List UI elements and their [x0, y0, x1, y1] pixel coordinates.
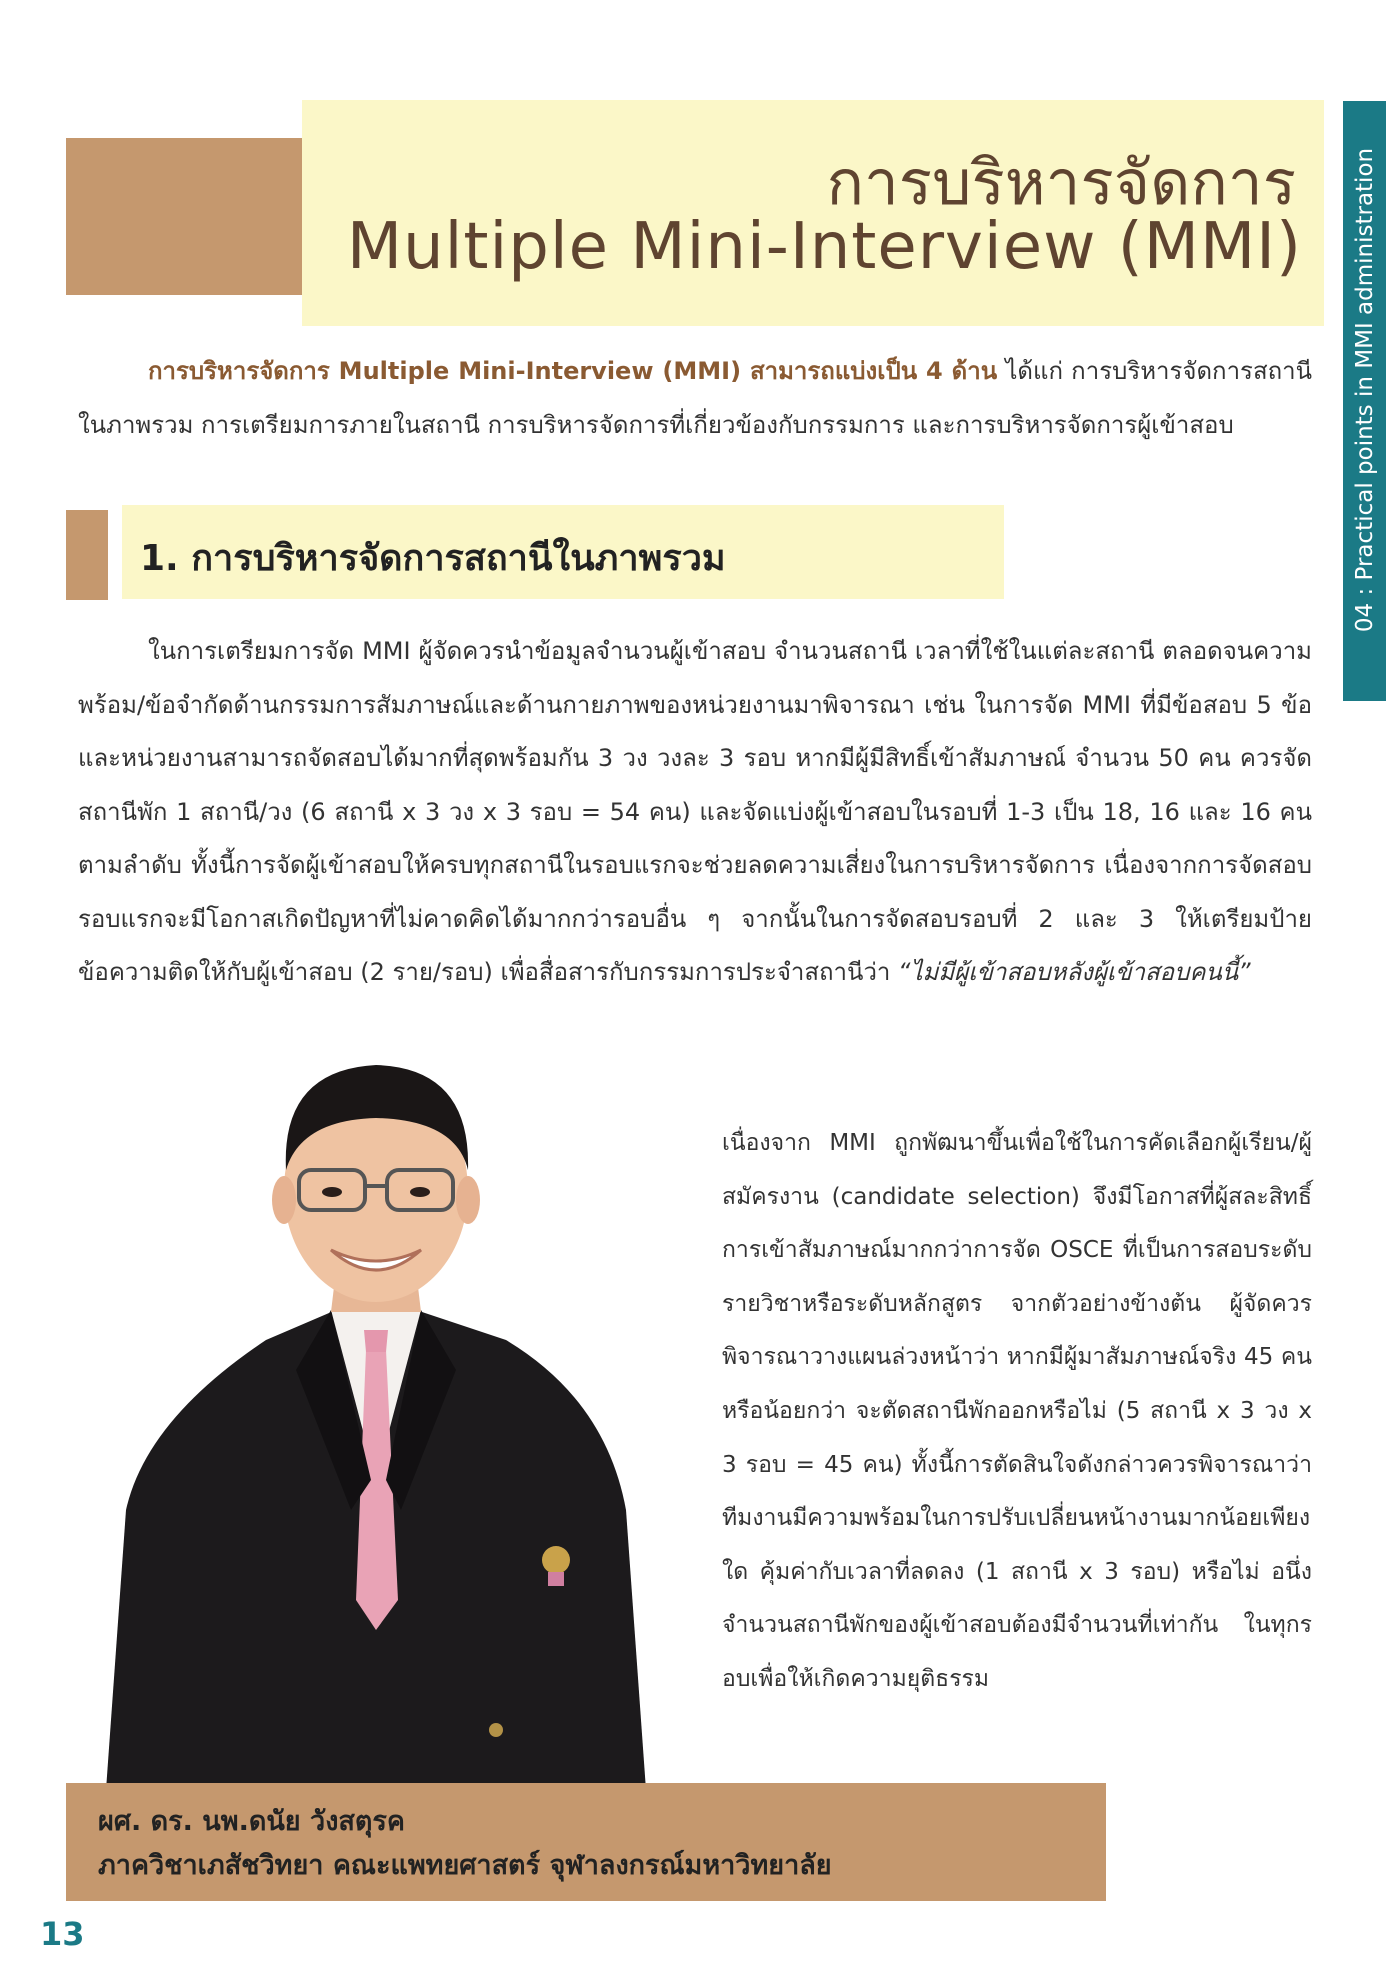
intro-paragraph [78, 344, 1312, 452]
intro-lead: การบริหารจัดการ Multiple Mini-Interview (MMI) สามารถแบ่งเป็น 4 ด้าน [148, 357, 998, 385]
author-photo [86, 1040, 682, 1790]
section-heading-box [122, 505, 1004, 599]
section-quote: “ไม่มีผู้เข้าสอบหลังผู้เข้าสอบคนนี้” [898, 958, 1251, 986]
side-tab-label: 04 : Practical points in MMI administration [1352, 147, 1378, 633]
intro-rest: ได้แก่ การบริหารจัดการสถานีในภาพรวม การเตรียมการภายในสถานี การบริหารจัดการที่เกี่ยวข้องกับกรรมการ และการบริหารจัดการผู้เข้าสอบ [78, 357, 1313, 439]
section-title: 1. การบริหารจัดการสถานีในภาพรวม [140, 538, 726, 579]
section-paragraph-text: ในการเตรียมการจัด MMI ผู้จัดควรนำข้อมูลจำนวนผู้เข้าสอบ จำนวนสถานี เวลาที่ใช้ในแต่ละสถานี ตลอดจนความพร้อม/ข้อจำกัดด้านกรรมการสัมภาษณ์และด้านกายภาพของหน่วยงานมาพิจารณา เช่น ในการจัด MMI ที่มีข้อสอบ 5 ข้อ และหน่วยงานสามารถจัดสอบได้มากที่สุดพร้อมกัน 3 วง วงละ 3 รอบ หากมีผู้มีสิทธิ์เข้าสัมภาษณ์ จำนวน 50 คน ควรจัดสถานีพัก 1 สถานี/วง (6 สถานี x 3 วง x 3 รอบ = 54 คน) และจัดแบ่งผู้เข้าสอบในรอบที่ 1-3 เป็น 18, 16 และ 16 คน ตามลำดับ ทั้งนี้การจัดผู้เข้าสอบให้ครบทุกสถานีในรอบแรกจะช่วยลดความเสี่ยงในการบริหารจัดการ เนื่องจากการจัดสอบรอบแรกจะมีโอกาสเกิดปัญหาที่ไม่คาดคิดได้มากกว่ารอบอื่น ๆ จากนั้นในการจัดสอบรอบที่ 2 และ 3 ให้เตรียมป้ายข้อความติดให้กับผู้เข้าสอบ (2 ราย/รอบ) เพื่อสื่อสารกับกรรมการประจำสถานีว่า [78, 637, 1312, 986]
title-accent-block [66, 138, 306, 295]
section-paragraph [78, 625, 1312, 1000]
page-number: 13 [40, 1915, 85, 1953]
page-title-english: Multiple Mini-Interview (MMI) [346, 210, 1302, 284]
author-name: ผศ. ดร. นพ.ดนัย วังสตุรค [98, 1806, 405, 1837]
title-banner [302, 100, 1324, 326]
side-paragraph: เนื่องจาก MMI ถูกพัฒนาขึ้นเพื่อใช้ในการคัดเลือกผู้เรียน/ผู้สมัครงาน (candidate selection) จึงมีโอกาสที่ผู้สละสิทธิ์การเข้าสัมภาษณ์มากกว่าการจัด OSCE ที่เป็นการสอบระดับรายวิชาหรือระดับหลักสูตร จากตัวอย่างข้างต้น ผู้จัดควรพิจารณาวางแผนล่วงหน้าว่า หากมีผู้มาสัมภาษณ์จริง 45 คนหรือน้อยกว่า จะตัดสถานีพักออกหรือไม่ (5 สถานี x 3 วง x 3 รอบ = 45 คน) ทั้งนี้การตัดสินใจดังกล่าวควรพิจารณาว่าทีมงานมีความพร้อมในการปรับเปลี่ยนหน้างานมากน้อยเพียงใด คุ้มค่ากับเวลาที่ลดลง (1 สถานี x 3 รอบ) หรือไม่ อนึ่ง จำนวนสถานีพักของผู้เข้าสอบต้องมีจำนวนที่เท่ากัน ในทุกรอบเพื่อให้เกิดความยุติธรรม [722, 1130, 1312, 1692]
author-affiliation: ภาควิชาเภสัชวิทยา คณะแพทยศาสตร์ จุฬาลงกรณ์มหาวิทยาลัย [98, 1850, 832, 1881]
section-marker [66, 510, 108, 600]
page-title-thai: การบริหารจัดการ [826, 146, 1296, 219]
author-caption [66, 1783, 1106, 1901]
